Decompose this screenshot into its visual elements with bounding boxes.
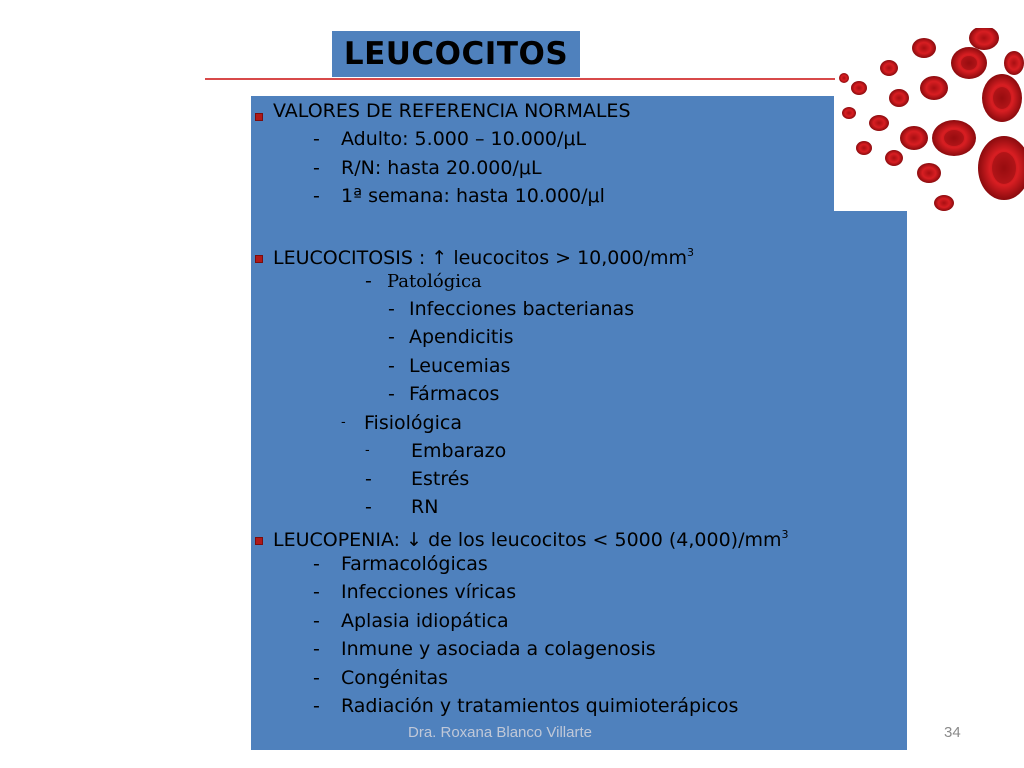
page-number: 34 — [944, 724, 961, 741]
bullet-square-icon — [255, 255, 263, 263]
list-dash: - — [341, 415, 346, 430]
heading-text: : ↓ de los leucocitos < 5000 (4,000)/mm — [393, 529, 782, 551]
list-dash: - — [388, 298, 395, 320]
slide-title: LEUCOCITOS — [332, 31, 580, 77]
list-dash: - — [388, 326, 395, 348]
list-dash: - — [313, 553, 320, 575]
list-dash: - — [388, 355, 395, 377]
section-heading-leucopenia — [273, 524, 789, 551]
footer-author: Dra. Roxana Blanco Villarte — [408, 724, 592, 741]
list-item: Embarazo — [411, 440, 507, 462]
list-item: 1ª semana: hasta 10.000/μl — [341, 185, 605, 207]
list-dash: - — [365, 496, 372, 518]
list-item: Leucemias — [409, 355, 511, 377]
list-dash: - — [388, 383, 395, 405]
title-divider — [205, 78, 835, 80]
list-item: Infecciones bacterianas — [409, 298, 635, 320]
heading-label: LEUCOPENIA — [273, 529, 394, 551]
list-dash: - — [313, 157, 320, 179]
list-item: Inmune y asociada a colagenosis — [341, 638, 656, 660]
section-heading-valores: VALORES DE REFERENCIA NORMALES — [273, 100, 631, 122]
list-dash: - — [313, 695, 320, 717]
heading-label: LEUCOCITOSIS — [273, 247, 413, 269]
subheading-fisiologica: Fisiológica — [364, 412, 462, 434]
section-heading-leucocitosis — [273, 242, 694, 269]
list-item: Congénitas — [341, 667, 448, 689]
superscript: 3 — [687, 246, 694, 259]
list-item: Aplasia idiopática — [341, 610, 509, 632]
list-item: Adulto: 5.000 – 10.000/μL — [341, 128, 587, 150]
list-dash: - — [313, 638, 320, 660]
list-item: Apendicitis — [409, 326, 514, 348]
list-item: RN — [411, 496, 439, 518]
list-dash: - — [313, 610, 320, 632]
list-item: R/N: hasta 20.000/μL — [341, 157, 542, 179]
list-dash: - — [313, 667, 320, 689]
list-dash: - — [313, 581, 320, 603]
heading-text: : ↑ leucocitos > 10,000/mm — [412, 247, 687, 269]
list-item: Radiación y tratamientos quimioterápicos — [341, 695, 739, 717]
slide-content — [251, 96, 901, 726]
list-item: Farmacológicas — [341, 553, 488, 575]
subheading-patologica: Patológica — [387, 271, 482, 292]
list-dash: - — [365, 468, 372, 490]
list-dash: - — [365, 270, 372, 292]
list-dash: - — [313, 128, 320, 150]
bullet-square-icon — [255, 113, 263, 121]
superscript: 3 — [781, 528, 789, 541]
list-dash: - — [365, 443, 370, 458]
list-dash: - — [313, 185, 320, 207]
list-item: Infecciones víricas — [341, 581, 517, 603]
bullet-square-icon — [255, 537, 263, 545]
list-item: Fármacos — [409, 383, 500, 405]
list-item: Estrés — [411, 468, 470, 490]
